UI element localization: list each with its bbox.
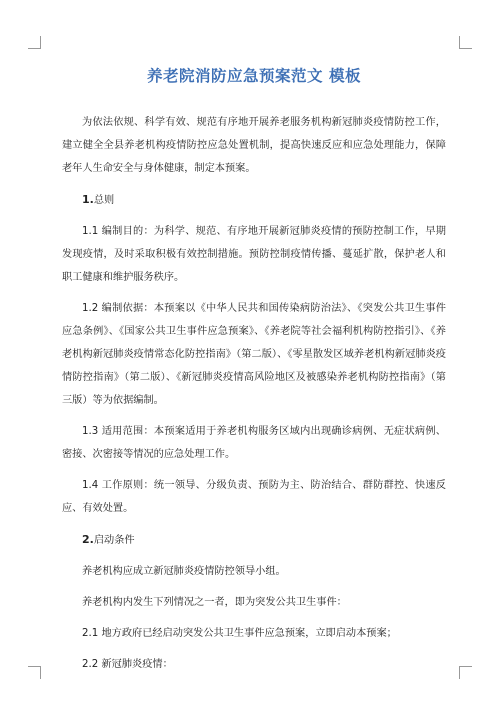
section-2-item: 养老机构内发生下列情况之一者，即为突发公共卫生事件： xyxy=(82,597,347,608)
crop-mark-bottom-right xyxy=(459,666,472,679)
section-1-item: 1.2 编制依据：本预案以《中华人民共和国传染病防治法》、《突发公共卫生事件应急条例》、《国家公共卫生事件应急预案》、《养老院等社会福利机构防控指引》、《养老机构新冠肺炎疫情常态化防控指南》（第二版）、《零星散发区域养老机构新冠肺炎疫情防控指南》（第二版）、《新冠肺炎疫情高风险地区及被感染养老机构防控指南》（第三版）等为依据编制。 xyxy=(62,303,446,406)
intro-paragraph: 为依法依规、科学有效、规范有序地开展养老服务机构新冠肺炎疫情防控工作，建立健全全县养老机构疫情防控应急处置机制，提高快速反应和应急处理能力，保障老年人生命安全与身体健康，制定本预案。 xyxy=(62,117,446,174)
section-2-title: 启动条件 xyxy=(93,535,135,546)
crop-mark-top-left xyxy=(28,36,41,49)
section-1-item: 1.3 适用范围：本预案适用于养老机构服务区域内出现确诊病例、无症状病例、密接、次密接等情况的应急处理工作。 xyxy=(62,426,446,460)
section-1-heading xyxy=(62,188,446,212)
section-1-item: 1.1 编制目的：为科学、规范、有序地开展新冠肺炎疫情的预防控制工作，早期发现疫情，及时采取积极有效控制措施。预防控制疫情传播、蔓延扩散，保护老人和职工健康和维护服务秩序。 xyxy=(62,226,446,283)
section-2-heading xyxy=(62,528,446,552)
section-2-item: 养老机构应成立新冠肺炎疫情防控领导小组。 xyxy=(82,566,286,577)
section-1-item: 1.4 工作原则：统一领导、分级负责、预防为主、防治结合、群防群控、快速反应、有效处置。 xyxy=(62,480,446,514)
section-2-item: 2.1 地方政府已经启动突发公共卫生事件应急预案，立即启动本预案； xyxy=(82,628,397,639)
document-page xyxy=(62,64,446,676)
section-2-number: 2. xyxy=(82,533,94,546)
section-2-item: 2.2 新冠肺炎疫情： xyxy=(82,659,173,670)
document-title: 养老院消防应急预案范文 模板 xyxy=(147,67,361,85)
section-1-number: 1. xyxy=(82,193,94,206)
crop-mark-bottom-left xyxy=(28,666,41,679)
crop-mark-top-right xyxy=(459,36,472,49)
section-1-title: 总则 xyxy=(93,195,115,206)
